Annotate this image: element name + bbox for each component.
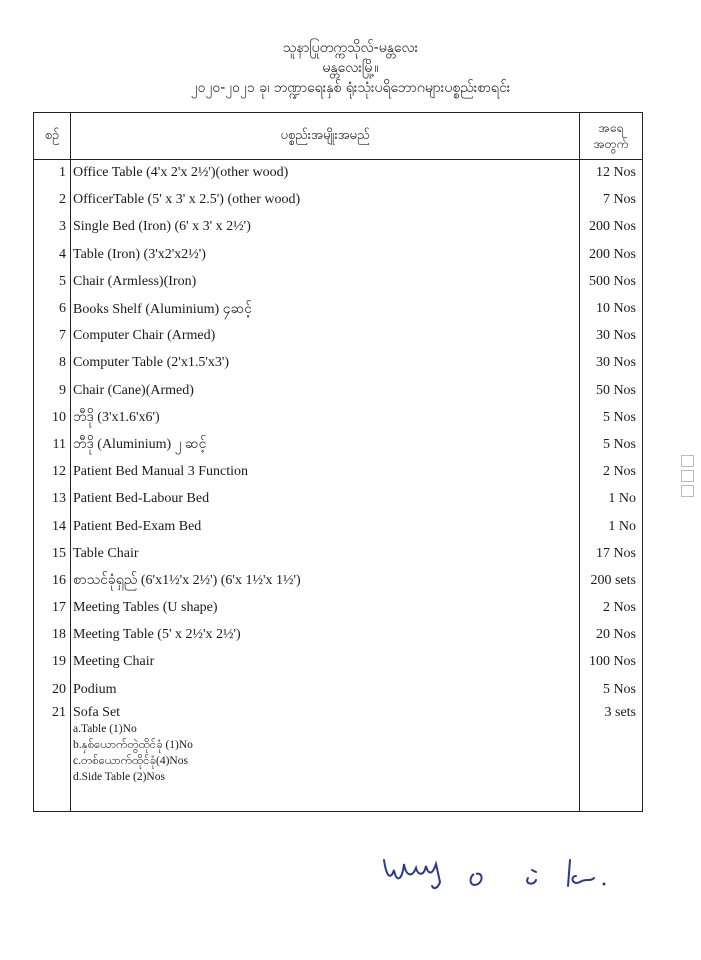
table-header-row [34,113,643,160]
sub-item: d.Side Table (2)Nos [73,771,165,784]
row-item: Meeting Chair [71,649,580,676]
header-serial: စဉ် [34,113,71,160]
row-quantity: 12 Nos [580,160,643,187]
furniture-table [33,112,643,812]
document-header [0,38,701,98]
margin-box [681,455,694,467]
table-row [34,323,643,350]
row-quantity: 5 Nos [580,404,643,431]
table-row [34,404,643,431]
row-serial: 1 [34,160,71,187]
row-item: Patient Bed-Labour Bed [71,486,580,513]
header-city: မန္တလေးမြို့။ [322,60,379,76]
header-institution: သူနာပြုတက္ကသိုလ်-မန္တလေး [282,40,419,56]
row-serial: 5 [34,268,71,295]
row-item: Chair (Cane)(Armed) [71,377,580,404]
margin-marks [681,455,694,500]
row-serial: 18 [34,622,71,649]
row-item: ဘီဒို (Aluminium) ၂ ဆင့် [71,431,580,458]
row-serial: 6 [34,295,71,322]
table-row [34,160,643,187]
table-row [34,513,643,540]
row-serial: 9 [34,377,71,404]
row-serial: 17 [34,595,71,622]
row-quantity: 5 Nos [580,676,643,703]
row-serial: 16 [34,567,71,594]
row-item: Table (Iron) (3'x2'x2½') [71,241,580,268]
row-serial: 10 [34,404,71,431]
row-item: OfficerTable (5' x 3' x 2.5') (other wood) [71,187,580,214]
handwritten-signature [380,848,640,898]
row-item [71,703,580,811]
row-quantity: 30 Nos [580,323,643,350]
row-serial: 15 [34,540,71,567]
row-serial: 20 [34,676,71,703]
row-item: Podium [71,676,580,703]
row-item: Single Bed (Iron) (6' x 3' x 2½') [71,214,580,241]
row-item: စာသင်ခုံရှည် (6'x1½'x 2½') (6'x 1½'x 1½') [71,567,580,594]
header-title: ၂၀၂၀-၂၀၂၁ ခု၊ ဘဏ္ဍာရေးနှစ် ရုံးသုံးပရိဘောဂများပစ္စည်းစာရင်း [190,80,511,96]
row-serial: 8 [34,350,71,377]
table-row [34,486,643,513]
row-quantity: 17 Nos [580,540,643,567]
row-quantity: 200 Nos [580,241,643,268]
table-row [34,595,643,622]
row-item: Chair (Armless)(Iron) [71,268,580,295]
sub-item: b.နှစ်ယောက်တွဲထိုင်ခုံ (1)No [73,739,193,752]
sofa-set-label: Sofa Set [73,705,121,721]
table-row [34,295,643,322]
row-serial: 11 [34,431,71,458]
table-row [34,540,643,567]
row-quantity: 2 Nos [580,595,643,622]
header-quantity-line2: အတွက် [593,137,629,151]
row-serial: 3 [34,214,71,241]
table-row [34,567,643,594]
row-item: Table Chair [71,540,580,567]
table-row [34,268,643,295]
margin-box [681,485,694,497]
row-item: Patient Bed Manual 3 Function [71,459,580,486]
row-quantity: 7 Nos [580,187,643,214]
row-item: Meeting Tables (U shape) [71,595,580,622]
table-row [34,377,643,404]
header-item-name: ပစ္စည်းအမျိုးအမည် [71,113,580,160]
row-quantity: 50 Nos [580,377,643,404]
row-item: Computer Chair (Armed) [71,323,580,350]
row-quantity: 30 Nos [580,350,643,377]
table-body [34,160,643,812]
table-row [34,649,643,676]
table-row [34,431,643,458]
row-quantity: 10 Nos [580,295,643,322]
row-serial: 2 [34,187,71,214]
table-row [34,187,643,214]
row-serial: 14 [34,513,71,540]
row-serial: 19 [34,649,71,676]
row-item: Meeting Table (5' x 2½'x 2½') [71,622,580,649]
row-quantity: 5 Nos [580,431,643,458]
row-item: Office Table (4'x 2'x 2½')(other wood) [71,160,580,187]
table-row [34,350,643,377]
table-row [34,241,643,268]
row-quantity: 2 Nos [580,459,643,486]
table-row [34,676,643,703]
sub-item: c.တစ်ယောက်ထိုင်ခုံ(4)Nos [73,755,188,768]
row-serial: 21 [34,703,71,811]
table-row [34,459,643,486]
margin-box [681,470,694,482]
table-row [34,214,643,241]
header-quantity-line1: အရေ [598,121,624,135]
row-quantity: 200 sets [580,567,643,594]
row-serial: 13 [34,486,71,513]
row-serial: 7 [34,323,71,350]
row-quantity: 3 sets [580,703,643,811]
row-quantity: 100 Nos [580,649,643,676]
row-quantity: 1 No [580,486,643,513]
row-item: ဘီဒို (3'x1.6'x6') [71,404,580,431]
row-quantity: 500 Nos [580,268,643,295]
row-item: Computer Table (2'x1.5'x3') [71,350,580,377]
sub-item: a.Table (1)No [73,723,137,736]
row-item: Patient Bed-Exam Bed [71,513,580,540]
table-row [34,622,643,649]
table-row-sofa-set [34,703,643,811]
row-quantity: 1 No [580,513,643,540]
row-quantity: 20 Nos [580,622,643,649]
header-quantity [580,113,643,160]
row-quantity: 200 Nos [580,214,643,241]
row-serial: 4 [34,241,71,268]
row-serial: 12 [34,459,71,486]
row-item: Books Shelf (Aluminium) ၄ဆင့် [71,295,580,322]
